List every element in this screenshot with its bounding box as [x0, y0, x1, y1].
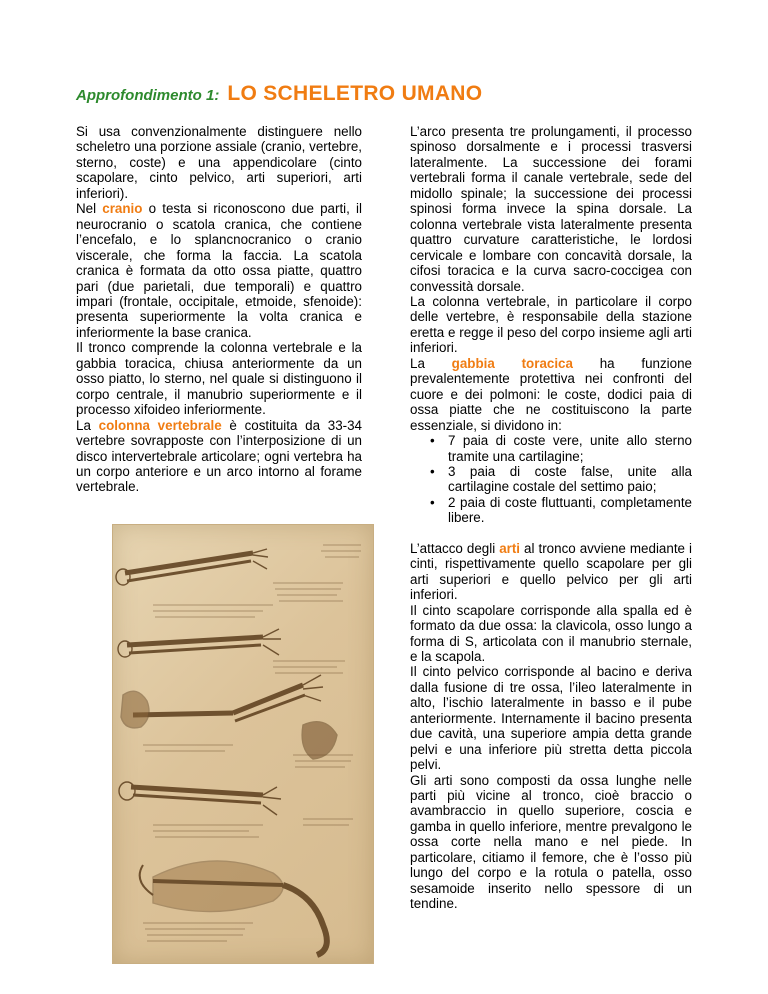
text: o testa si riconoscono due parti, il neurocranio o scatola cranica, che contiene l’encefalo, e lo splancnocranico o cranio viscerale, che forma la faccia. La scatola cranica è formata da otto ossa piatte, quattro pari (due parietali, due temporali) e quattro impari (frontale, occipitale, etmoide, sfenoide): presenta superiormente la volta cranica e inferiormente la base cranica. [76, 201, 362, 340]
text: è costituita da 33-34 vertebre sovrapposte con l’interposizione di un disco intervertebrale articolare; ogni vertebra ha un corpo anteriore e un arco intorno al forame vertebrale. [76, 417, 362, 495]
paragraph: L’arco presenta tre prolungamenti, il processo spinoso dorsalmente e i processi trasversi lateralmente. La successione dei forami vertebrali forma il canale vertebrale, sede del midollo spinale; la successione dei processi spinosi forma invece la spina dorsale. La colonna vertebrale vista lateralmente presenta quattro curvature caratteristiche, le lordosi cervicale e lombare con concavità dorsale, la cifosi toracica e la curva sacro-coccigea con convessità dorsale. [410, 124, 692, 294]
highlight-colonna-vertebrale: colonna vertebrale [98, 417, 222, 433]
text: La [410, 355, 452, 371]
coste-list [410, 433, 692, 526]
anatomical-drawing [112, 524, 374, 964]
paragraph-colonna [76, 418, 362, 495]
left-column [76, 124, 362, 495]
text: La [76, 417, 99, 433]
paragraph: Gli arti sono composti da ossa lunghe nelle parti più vicine al tronco, cioè braccio o avambraccio in quello superiore, coscia e gamba in quello inferiore, mentre prevalgono le ossa corte nella mano e nel piede. In particolare, citiamo il femore, che è l’osso più lungo del corpo e la rotula o patella, osso sesamoide inserito nello spessore di un tendine. [410, 772, 692, 912]
text: L’attacco degli [410, 540, 500, 556]
page-title [76, 82, 482, 106]
paragraph: La colonna vertebrale, in particolare il corpo delle vertebre, è responsabile della stazione eretta e regge il peso del corpo insieme agli arti inferiori. [410, 293, 692, 356]
title-main: LO SCHELETRO UMANO [227, 82, 483, 105]
highlight-gabbia-toracica: gabbia toracica [451, 355, 573, 371]
paragraph: Il cinto scapolare corrisponde alla spalla ed è formato da due ossa: la clavicola, osso lungo a forma di S, articolata con il manubrio sternale, e la scapola. [410, 602, 692, 664]
paragraph: Il cinto pelvico corrisponde al bacino e deriva dalla fusione di tre ossa, l’ileo lateralmente in alto, l’ischio lateralmente in basso e il pube anteriormente. Internamente il bacino presenta due cavità, una superiore ampia detta grande pelvi e una inferiore più stretta detta piccola pelvi. [410, 664, 692, 773]
paragraph-gabbia [410, 356, 692, 433]
paragraph-arti [410, 541, 692, 603]
arm-bones-sketch [113, 525, 373, 963]
highlight-arti: arti [499, 540, 521, 556]
text: al tronco avviene mediante i cinti, rispettivamente quello scapolare per gli arti superiori e quello pelvico per gli arti inferiori. [410, 540, 692, 603]
text: ha funzione prevalentemente protettiva nei confronti del cuore e dei polmoni: le coste, dodici paia di ossa piatte che ne costituiscono la parte essenziale, si dividono in: [410, 355, 693, 433]
paragraph: Il tronco comprende la colonna vertebrale e la gabbia toracica, chiusa anteriormente da un osso piatto, lo sterno, nel quale si distinguono il corpo centrale, il manubrio superiormente e il processo xifoideo inferiormente. [76, 340, 362, 418]
list-item: • 3 paia di coste false, unite alla cartilagine costale del settimo paio; [448, 464, 692, 495]
paragraph: Si usa convenzionalmente distinguere nello scheletro una porzione assiale (cranio, vertebre, sterno, coste) e una appendicolare (cinto scapolare, cinto pelvico, arti superiori, arti inferiori). [76, 124, 362, 201]
paragraph-cranio [76, 201, 362, 340]
spacer [410, 526, 692, 541]
list-item: • 2 paia di coste fluttuanti, completamente libere. [448, 495, 692, 526]
text: Nel [76, 201, 103, 217]
highlight-cranio: cranio [102, 201, 143, 217]
list-item: • 7 paia di coste vere, unite allo sterno tramite una cartilagine; [448, 433, 692, 464]
title-prefix: Approfondimento 1: [76, 87, 220, 104]
right-column [410, 124, 692, 912]
